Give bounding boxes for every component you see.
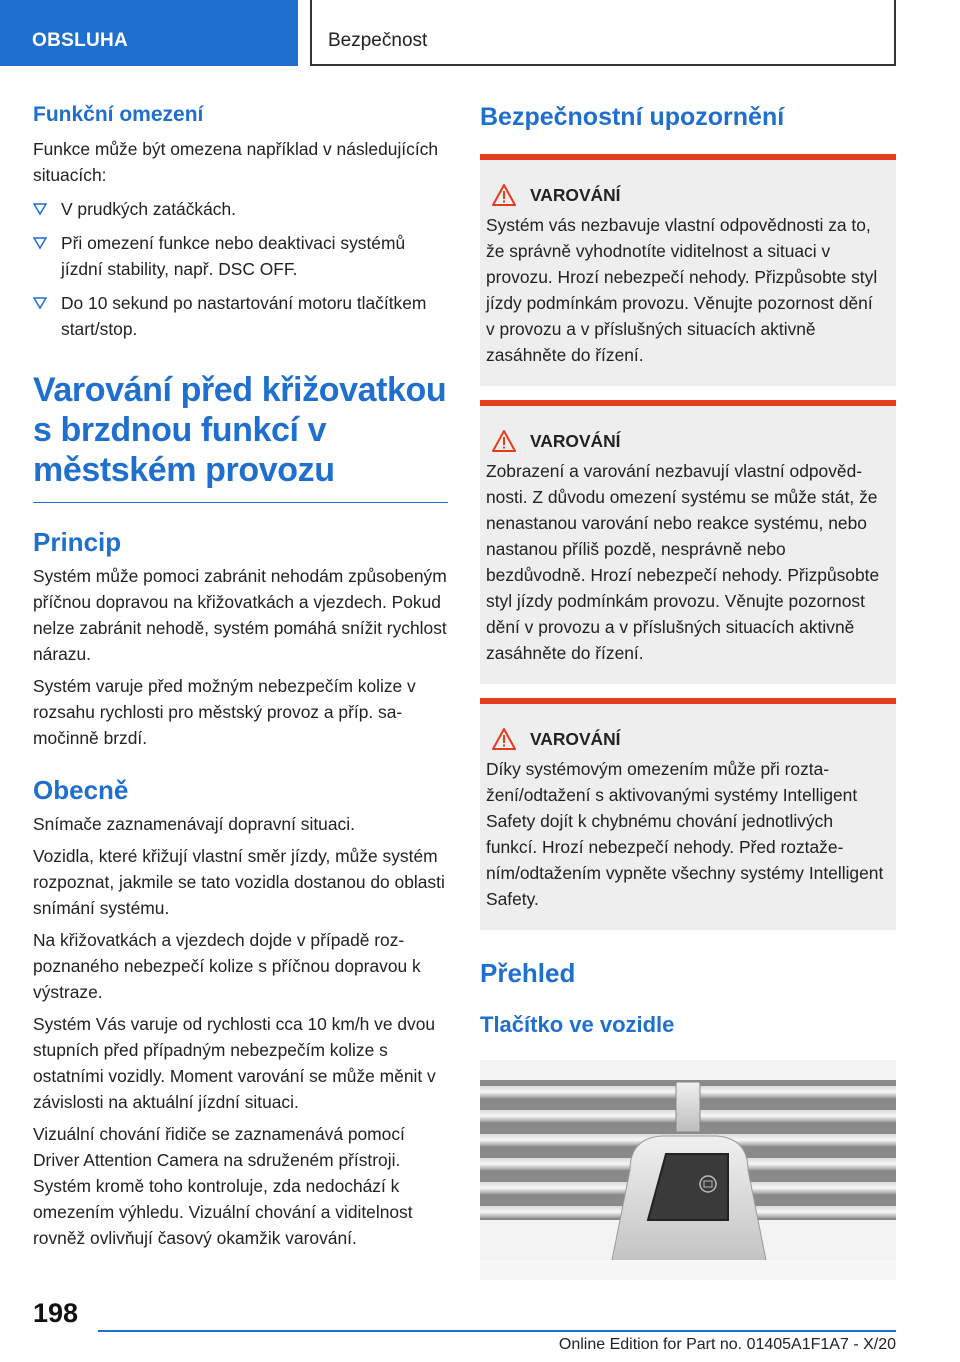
warning-title-text: VAROVÁNÍ	[530, 729, 621, 749]
functional-limits-intro: Funkce může být omezena například v následujících situacích:	[33, 139, 439, 185]
heading-divider	[33, 502, 448, 503]
grille-illustration	[480, 1060, 896, 1280]
main-section-heading: Varování před křižovatkou s brzdnou funkcí v městském provozu	[33, 371, 447, 489]
list-item	[33, 196, 448, 222]
obecne-paragraph: Systém Vás varuje od rychlosti cca 10 km/h ve dvou stupních před případným nebezpečím kolize s ostatními vozidly. Moment varování se může měnit v závislosti na aktuální jízdní situaci.	[33, 1014, 436, 1112]
page-header	[0, 0, 960, 66]
warning-text: Díky systémovým omezením může při roztažení/odtažení s aktivovanými systémy Intelligent Safety dojít k chybnému chování jednotlivých funkcí. Hrozí nebezpečí nehody. Před roztažením/odtažením vypněte všechny systémy Intelligent Safety.	[486, 759, 884, 909]
princip-heading: Princip	[33, 527, 122, 557]
warning-box	[480, 698, 896, 930]
princip-paragraph: Systém varuje před možným nebezpečím kolize v rozsahu rychlosti pro městský provoz a příp. samočinně brzdí.	[33, 676, 416, 748]
bullet-triangle-icon	[33, 296, 47, 310]
vehicle-button-illustration	[480, 1060, 896, 1280]
warning-text: Systém vás nezbavuje vlastní odpovědnosti za to, že správně vyhodnotíte viditelnost a situaci v provozu. Hrozí nebezpečí nehody. Přizpůsobte styl jízdy podmínkám provozu. Věnujte pozornost dění v provozu a v příslušných situacích aktivně zasáhněte do řízení.	[486, 215, 878, 365]
chapter-tab: Bezpečnost	[310, 0, 896, 66]
list-item-text: Do 10 sekund po nastartování motoru tlačítkem start/stop.	[61, 293, 427, 339]
list-item-text: V prudkých zatáčkách.	[61, 199, 236, 219]
limits-list	[33, 196, 448, 342]
list-item	[33, 230, 448, 282]
warning-title-text: VAROVÁNÍ	[530, 185, 621, 205]
warning-triangle-icon	[492, 430, 516, 452]
warning-triangle-icon	[492, 728, 516, 750]
warning-title	[492, 182, 886, 208]
obecne-paragraph: Na křižovatkách a vjezdech dojde v případě rozpoznaného nebezpečí kolize s příčnou dopravou k výstraze.	[33, 930, 421, 1002]
warning-title	[492, 726, 886, 752]
obecne-paragraph: Vozidla, které křižují vlastní směr jízdy, může systém rozpoznat, jakmile se tato vozidla dostanou do oblasti snímání systému.	[33, 846, 445, 918]
list-item	[33, 290, 448, 342]
bullet-triangle-icon	[33, 236, 47, 250]
obecne-paragraph: Snímače zaznamenávají dopravní situaci.	[33, 814, 355, 834]
warning-title-text: VAROVÁNÍ	[530, 431, 621, 451]
button-in-vehicle-heading: Tlačítko ve vozidle	[480, 1012, 675, 1037]
princip-paragraph: Systém může pomoci zabránit nehodám způsobeným příčnou dopravou na křižovatkách a vjezdech. Pokud nelze zabránit nehodě, systém pomáhá snížit rychlost nárazu.	[33, 566, 447, 664]
right-column	[480, 100, 896, 1280]
warning-title	[492, 428, 886, 454]
overview-heading: Přehled	[480, 958, 576, 988]
functional-limits-heading: Funkční omezení	[33, 103, 204, 126]
warning-triangle-icon	[492, 184, 516, 206]
warning-text: Zobrazení a varování nezbavují vlastní odpovědnosti. Z důvodu omezení systému se může stát, že nenastanou varování nebo reakce systému, nebo nastanou příliš pozdě, nesprávně nebo bezdůvodně. Hrozí nebezpečí nehody. Přizpůsobte styl jízdy podmínkám provozu. Věnujte pozornost dění v provozu a v příslušných situacích aktivně zasáhněte do řízení.	[486, 461, 880, 663]
safety-notes-heading: Bezpečnostní upozornění	[480, 103, 785, 131]
warning-box	[480, 400, 896, 684]
list-item-text: Při omezení funkce nebo deaktivaci systémů jízdní stability, např. DSC OFF.	[61, 233, 406, 279]
edition-note: Online Edition for Part no. 01405A1F1A7 - X/20	[558, 1336, 896, 1353]
obecne-heading: Obecně	[33, 775, 129, 805]
footer-divider	[98, 1330, 896, 1332]
warning-box	[480, 154, 896, 386]
bullet-triangle-icon	[33, 202, 47, 216]
obecne-paragraph: Vizuální chování řidiče se zaznamenává pomocí Driver Attention Camera na sdruženém přístroji. Systém kromě toho kontroluje, zda nedochází k omezením výhledu. Vizuální chování a viditelnost rovněž ovlivňují časový okamžik varování.	[33, 1124, 413, 1248]
left-column	[33, 100, 448, 1251]
section-tab: OBSLUHA	[0, 0, 298, 66]
page-number: 198	[33, 1298, 79, 1328]
